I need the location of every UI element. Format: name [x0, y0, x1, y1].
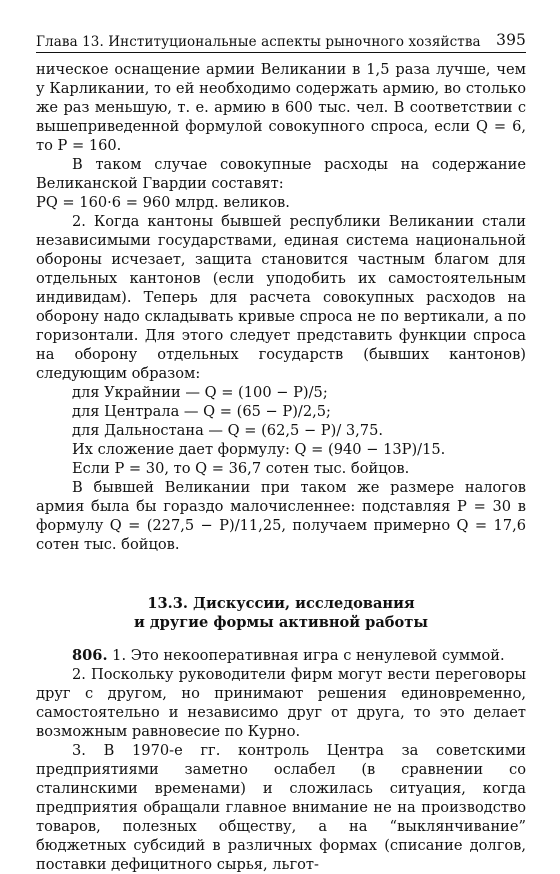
paragraph — [36, 646, 526, 665]
paragraph: В бывшей Великании при таком же размере налогов армия была бы гораздо малочисленнее: подставляя P = 30 в формулу Q = (227,5 − P)/11,25, получаем примерно Q = 17,6 сотен тыс. бойцов. — [36, 479, 526, 553]
paragraph: 2. Поскольку руководители фирм могут вести переговоры друг с другом, но принимают решения единовременно, самостоятельно и независимо друг от друга, то это делает возможным равновесие по Курно. — [36, 666, 526, 740]
paragraph: 3. В 1970-е гг. контроль Центра за советскими предприятиями заметно ослабел (в сравнении со сталинскими временами) и сложилась ситуация, когда предприятия обращали главное внимание не на производство товаров, полезных обществу, а на “выклянчивание” бюджетных субсидий в различных формах (списание долгов, поставки дефицитного сырья, льгот- — [36, 742, 526, 873]
paragraph-text: 1. Это некооперативная игра с ненулевой суммой. — [107, 647, 505, 664]
paragraph: 2. Когда кантоны бывшей республики Великании стали независимыми государствами, единая система национальной обороны исчезает, защита становится частным благом для отдельных кантонов (если уподобить их самостоятельным индивидам). Теперь для расчета совокупных расходов на оборону надо складывать кривые спроса не по вертикали, а по горизонтали. Для этого следует представить функции спроса на оборону отдельных государств (бывших кантонов) следующим образом: — [36, 213, 526, 382]
formula-line: для Украйнии — Q = (100 − P)/5; — [72, 384, 328, 401]
spacer — [36, 632, 526, 646]
section-title-line1: 13.3. Дискуссии, исследования — [147, 595, 415, 612]
page-body — [36, 60, 526, 874]
formula-line: для Централа — Q = (65 − P)/2,5; — [72, 403, 331, 420]
formula-line: для Дальностана — Q = (62,5 − P)/ 3,75. — [72, 422, 384, 439]
section-heading — [36, 594, 526, 632]
chapter-title: Глава 13. Институциональные аспекты рыночного хозяйства — [36, 34, 481, 50]
running-header — [36, 30, 526, 53]
paragraph: Если P = 30, то Q = 36,7 сотен тыс. бойцов. — [72, 460, 410, 477]
section-title-line2: и другие формы активной работы — [134, 614, 428, 631]
page-number: 395 — [496, 31, 526, 49]
spacer — [36, 554, 526, 594]
formula: PQ = 160·6 = 960 млрд. великов. — [36, 194, 290, 211]
paragraph: Их сложение дает формулу: Q = (940 − 13P)/15. — [72, 441, 446, 458]
paragraph: ническое оснащение армии Великании в 1,5 раза лучше, чем у Карликании, то ей необходимо содержать армию, во столько же раз меньшую, т. е. армию в 600 тыс. чел. В соответствии с вышеприведенной формулой совокупного спроса, если Q = 6, то P = 160. — [36, 61, 526, 154]
problem-number: 806. — [72, 647, 108, 664]
paragraph: В таком случае совокупные расходы на содержание Великанской Гвардии составят: — [36, 156, 526, 192]
